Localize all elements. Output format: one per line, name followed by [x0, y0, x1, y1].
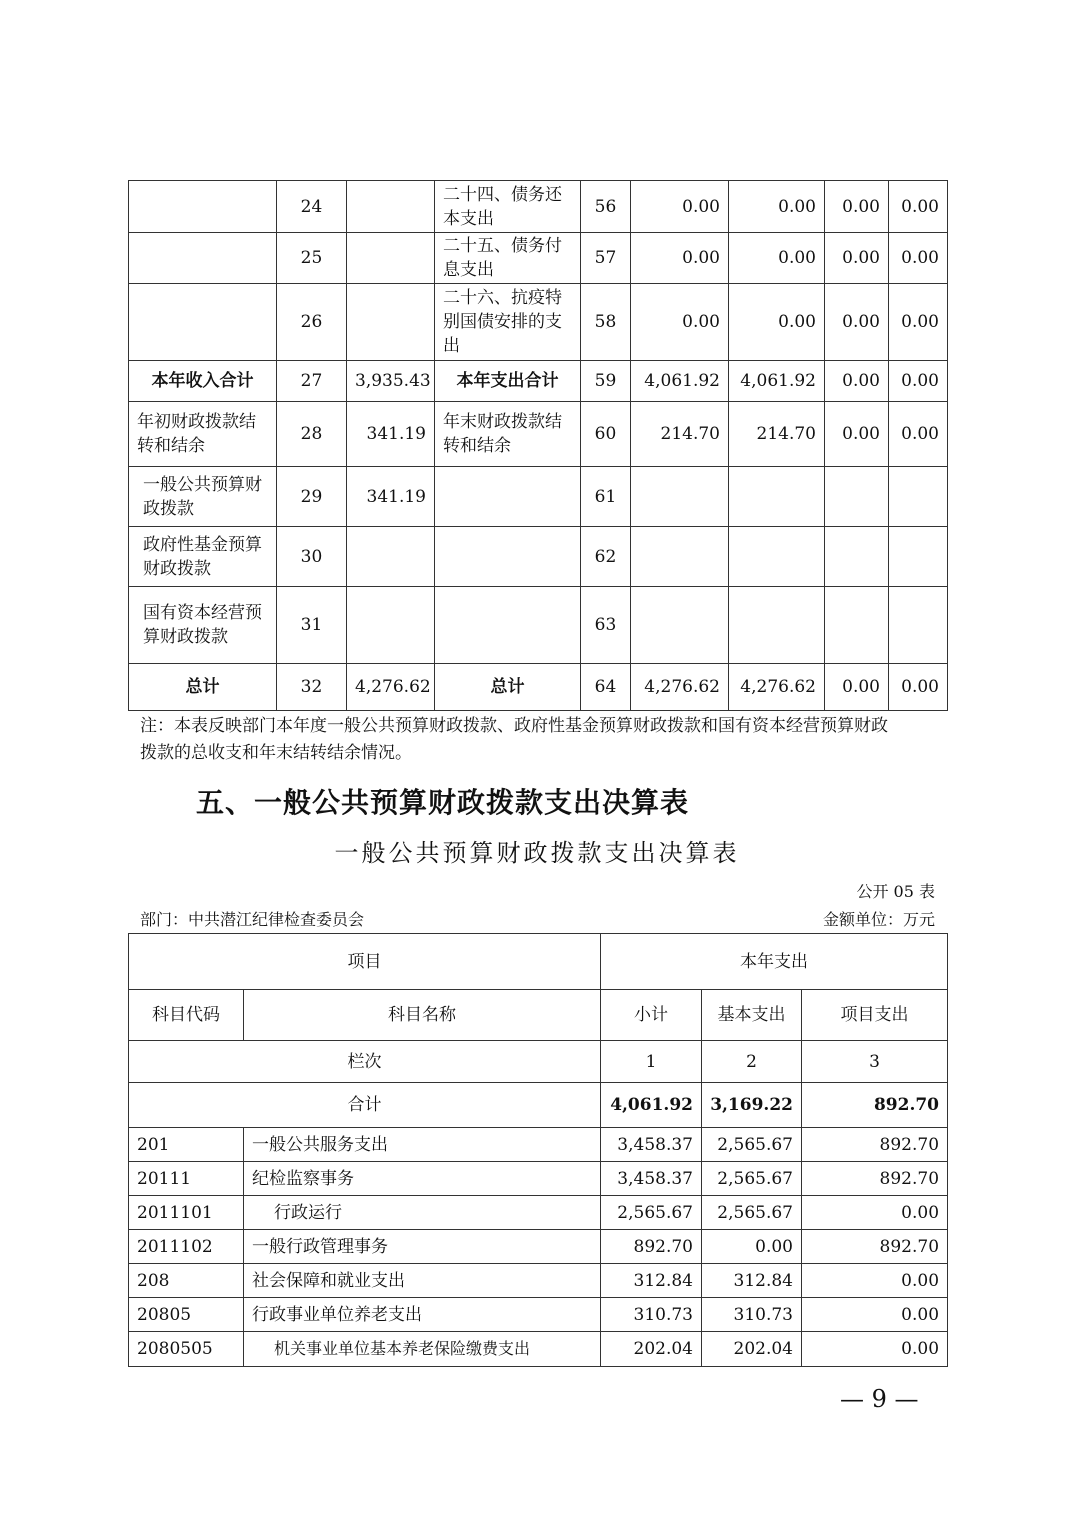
expense-item: 二十六、抗疫特别国债安排的支出: [435, 284, 581, 361]
project-value: 0.00: [802, 1332, 948, 1367]
expense-fund-budget: 0.00: [825, 284, 889, 361]
expense-item: 本年支出合计: [435, 361, 581, 402]
expense-line-no: 60: [581, 402, 631, 467]
total-basic: 3,169.22: [702, 1083, 802, 1128]
column-header-name: 科目名称: [244, 990, 601, 1041]
expense-fund-budget: 0.00: [825, 664, 889, 711]
column-index: 3: [802, 1041, 948, 1083]
index-row: [129, 1041, 948, 1083]
expense-item: 二十四、债务还本支出: [435, 181, 581, 233]
project-value: 0.00: [802, 1264, 948, 1298]
income-line-no: 30: [277, 527, 347, 587]
column-header-subtotal: 小计: [601, 990, 702, 1041]
header-row: [129, 990, 948, 1041]
expense-fund-budget: [825, 587, 889, 664]
subject-name: 行政事业单位养老支出: [244, 1298, 601, 1332]
subtotal-value: 202.04: [601, 1332, 702, 1367]
column-header-project: 项目支出: [802, 990, 948, 1041]
subtotal-value: 312.84: [601, 1264, 702, 1298]
income-amount: [347, 587, 435, 664]
income-amount: [347, 233, 435, 284]
subject-code: 208: [129, 1264, 244, 1298]
income-line-no: 31: [277, 587, 347, 664]
income-line-no: 25: [277, 233, 347, 284]
expense-general-budget: 0.00: [729, 181, 825, 233]
expense-total: [631, 587, 729, 664]
subject-code: 2080505: [129, 1332, 244, 1367]
expense-item: 总计: [435, 664, 581, 711]
table-row: [129, 1128, 948, 1162]
expense-line-no: 64: [581, 664, 631, 711]
table-row: [129, 1264, 948, 1298]
subject-code: 2011102: [129, 1230, 244, 1264]
income-amount: [347, 181, 435, 233]
subject-name: 一般公共服务支出: [244, 1128, 601, 1162]
total-label: 合计: [129, 1083, 601, 1128]
subtotal-value: 2,565.67: [601, 1196, 702, 1230]
income-item: [129, 181, 277, 233]
table-row: [129, 1230, 948, 1264]
department-label: 部门：中共潜江纪律检查委员会: [140, 910, 365, 929]
table-row: [129, 587, 948, 664]
income-item: 总计: [129, 664, 277, 711]
expense-total: [631, 527, 729, 587]
table-row: [129, 402, 948, 467]
income-line-no: 24: [277, 181, 347, 233]
expense-capital-budget: [889, 467, 948, 527]
income-item: [129, 284, 277, 361]
expense-total: 4,276.62: [631, 664, 729, 711]
header-year-expense: 本年支出: [601, 934, 948, 990]
project-value: 892.70: [802, 1162, 948, 1196]
total-row: [129, 1083, 948, 1128]
expense-general-budget: 0.00: [729, 284, 825, 361]
income-item: 国有资本经营预算财政拨款: [129, 587, 277, 664]
basic-value: 0.00: [702, 1230, 802, 1264]
income-item: 一般公共预算财政拨款: [129, 467, 277, 527]
expense-item: [435, 527, 581, 587]
basic-value: 2,565.67: [702, 1162, 802, 1196]
expense-fund-budget: 0.00: [825, 181, 889, 233]
subject-name: 一般行政管理事务: [244, 1230, 601, 1264]
income-amount: 341.19: [347, 467, 435, 527]
expense-line-no: 56: [581, 181, 631, 233]
subtotal-value: 3,458.37: [601, 1128, 702, 1162]
header-row: [129, 934, 948, 990]
table-title: 一般公共预算财政拨款支出决算表: [334, 839, 740, 867]
table-note: 注：本表反映部门本年度一般公共预算财政拨款、政府性基金预算财政拨款和国有资本经营预算财政拨款的总收支和年末结转结余情况。: [140, 716, 888, 763]
subject-name: 纪检监察事务: [244, 1162, 601, 1196]
lanci-label: 栏次: [129, 1041, 601, 1083]
expense-capital-budget: 0.00: [889, 361, 948, 402]
expense-capital-budget: 0.00: [889, 233, 948, 284]
column-header-code: 科目代码: [129, 990, 244, 1041]
project-value: 0.00: [802, 1298, 948, 1332]
section-heading: 五、一般公共预算财政拨款支出决算表: [196, 786, 690, 819]
project-value: 0.00: [802, 1196, 948, 1230]
expense-line-no: 63: [581, 587, 631, 664]
page-number: — 9 —: [840, 1385, 919, 1413]
general-budget-expense-table: [128, 933, 948, 1367]
column-index: 2: [702, 1041, 802, 1083]
expense-total: 214.70: [631, 402, 729, 467]
expense-general-budget: 0.00: [729, 233, 825, 284]
project-value: 892.70: [802, 1230, 948, 1264]
basic-value: 2,565.67: [702, 1196, 802, 1230]
table-row: [129, 361, 948, 402]
form-number: 公开 05 表: [856, 882, 935, 901]
expense-capital-budget: [889, 527, 948, 587]
basic-value: 310.73: [702, 1298, 802, 1332]
expense-capital-budget: 0.00: [889, 181, 948, 233]
expense-total: [631, 467, 729, 527]
header-project: 项目: [129, 934, 601, 990]
expense-item: [435, 587, 581, 664]
income-amount: [347, 284, 435, 361]
subtotal-value: 310.73: [601, 1298, 702, 1332]
expense-fund-budget: [825, 467, 889, 527]
table-row: [129, 467, 948, 527]
income-line-no: 28: [277, 402, 347, 467]
table-row: [129, 1162, 948, 1196]
expense-item: 年末财政拨款结转和结余: [435, 402, 581, 467]
subject-code: 201: [129, 1128, 244, 1162]
income-item: 本年收入合计: [129, 361, 277, 402]
expense-fund-budget: 0.00: [825, 233, 889, 284]
subject-code: 2011101: [129, 1196, 244, 1230]
table-row: [129, 664, 948, 711]
table-row: [129, 1196, 948, 1230]
table-row: [129, 527, 948, 587]
basic-value: 2,565.67: [702, 1128, 802, 1162]
subtotal-value: 3,458.37: [601, 1162, 702, 1196]
expense-fund-budget: 0.00: [825, 402, 889, 467]
expense-general-budget: [729, 527, 825, 587]
table-row: [129, 1332, 948, 1367]
column-header-basic: 基本支出: [702, 990, 802, 1041]
income-amount: 341.19: [347, 402, 435, 467]
expense-general-budget: [729, 587, 825, 664]
expense-total: 0.00: [631, 284, 729, 361]
expense-fund-budget: [825, 527, 889, 587]
total-project: 892.70: [802, 1083, 948, 1128]
income-line-no: 29: [277, 467, 347, 527]
expense-line-no: 57: [581, 233, 631, 284]
unit-label: 金额单位：万元: [822, 910, 935, 929]
expense-item: [435, 467, 581, 527]
table-row: [129, 233, 948, 284]
table-row: [129, 181, 948, 233]
column-index: 1: [601, 1041, 702, 1083]
income-line-no: 32: [277, 664, 347, 711]
expense-line-no: 58: [581, 284, 631, 361]
subject-name: 行政运行: [244, 1196, 601, 1230]
expense-capital-budget: 0.00: [889, 402, 948, 467]
income-amount: [347, 527, 435, 587]
expense-general-budget: 4,276.62: [729, 664, 825, 711]
expense-line-no: 61: [581, 467, 631, 527]
subject-name: 机关事业单位基本养老保险缴费支出: [244, 1332, 601, 1367]
expense-general-budget: [729, 467, 825, 527]
project-value: 892.70: [802, 1128, 948, 1162]
fiscal-summary-table: [128, 180, 948, 711]
income-amount: 3,935.43: [347, 361, 435, 402]
expense-fund-budget: 0.00: [825, 361, 889, 402]
table-row: [129, 1298, 948, 1332]
income-item: 年初财政拨款结转和结余: [129, 402, 277, 467]
income-line-no: 27: [277, 361, 347, 402]
expense-capital-budget: 0.00: [889, 664, 948, 711]
income-item: [129, 233, 277, 284]
expense-line-no: 62: [581, 527, 631, 587]
subtotal-value: 892.70: [601, 1230, 702, 1264]
expense-capital-budget: 0.00: [889, 284, 948, 361]
total-subtotal: 4,061.92: [601, 1083, 702, 1128]
income-amount: 4,276.62: [347, 664, 435, 711]
income-line-no: 26: [277, 284, 347, 361]
expense-line-no: 59: [581, 361, 631, 402]
subject-code: 20111: [129, 1162, 244, 1196]
expense-general-budget: 214.70: [729, 402, 825, 467]
income-item: 政府性基金预算财政拨款: [129, 527, 277, 587]
table-row: [129, 284, 948, 361]
expense-total: 0.00: [631, 233, 729, 284]
expense-general-budget: 4,061.92: [729, 361, 825, 402]
expense-total: 0.00: [631, 181, 729, 233]
basic-value: 312.84: [702, 1264, 802, 1298]
expense-capital-budget: [889, 587, 948, 664]
subject-name: 社会保障和就业支出: [244, 1264, 601, 1298]
expense-total: 4,061.92: [631, 361, 729, 402]
basic-value: 202.04: [702, 1332, 802, 1367]
subject-code: 20805: [129, 1298, 244, 1332]
expense-item: 二十五、债务付息支出: [435, 233, 581, 284]
